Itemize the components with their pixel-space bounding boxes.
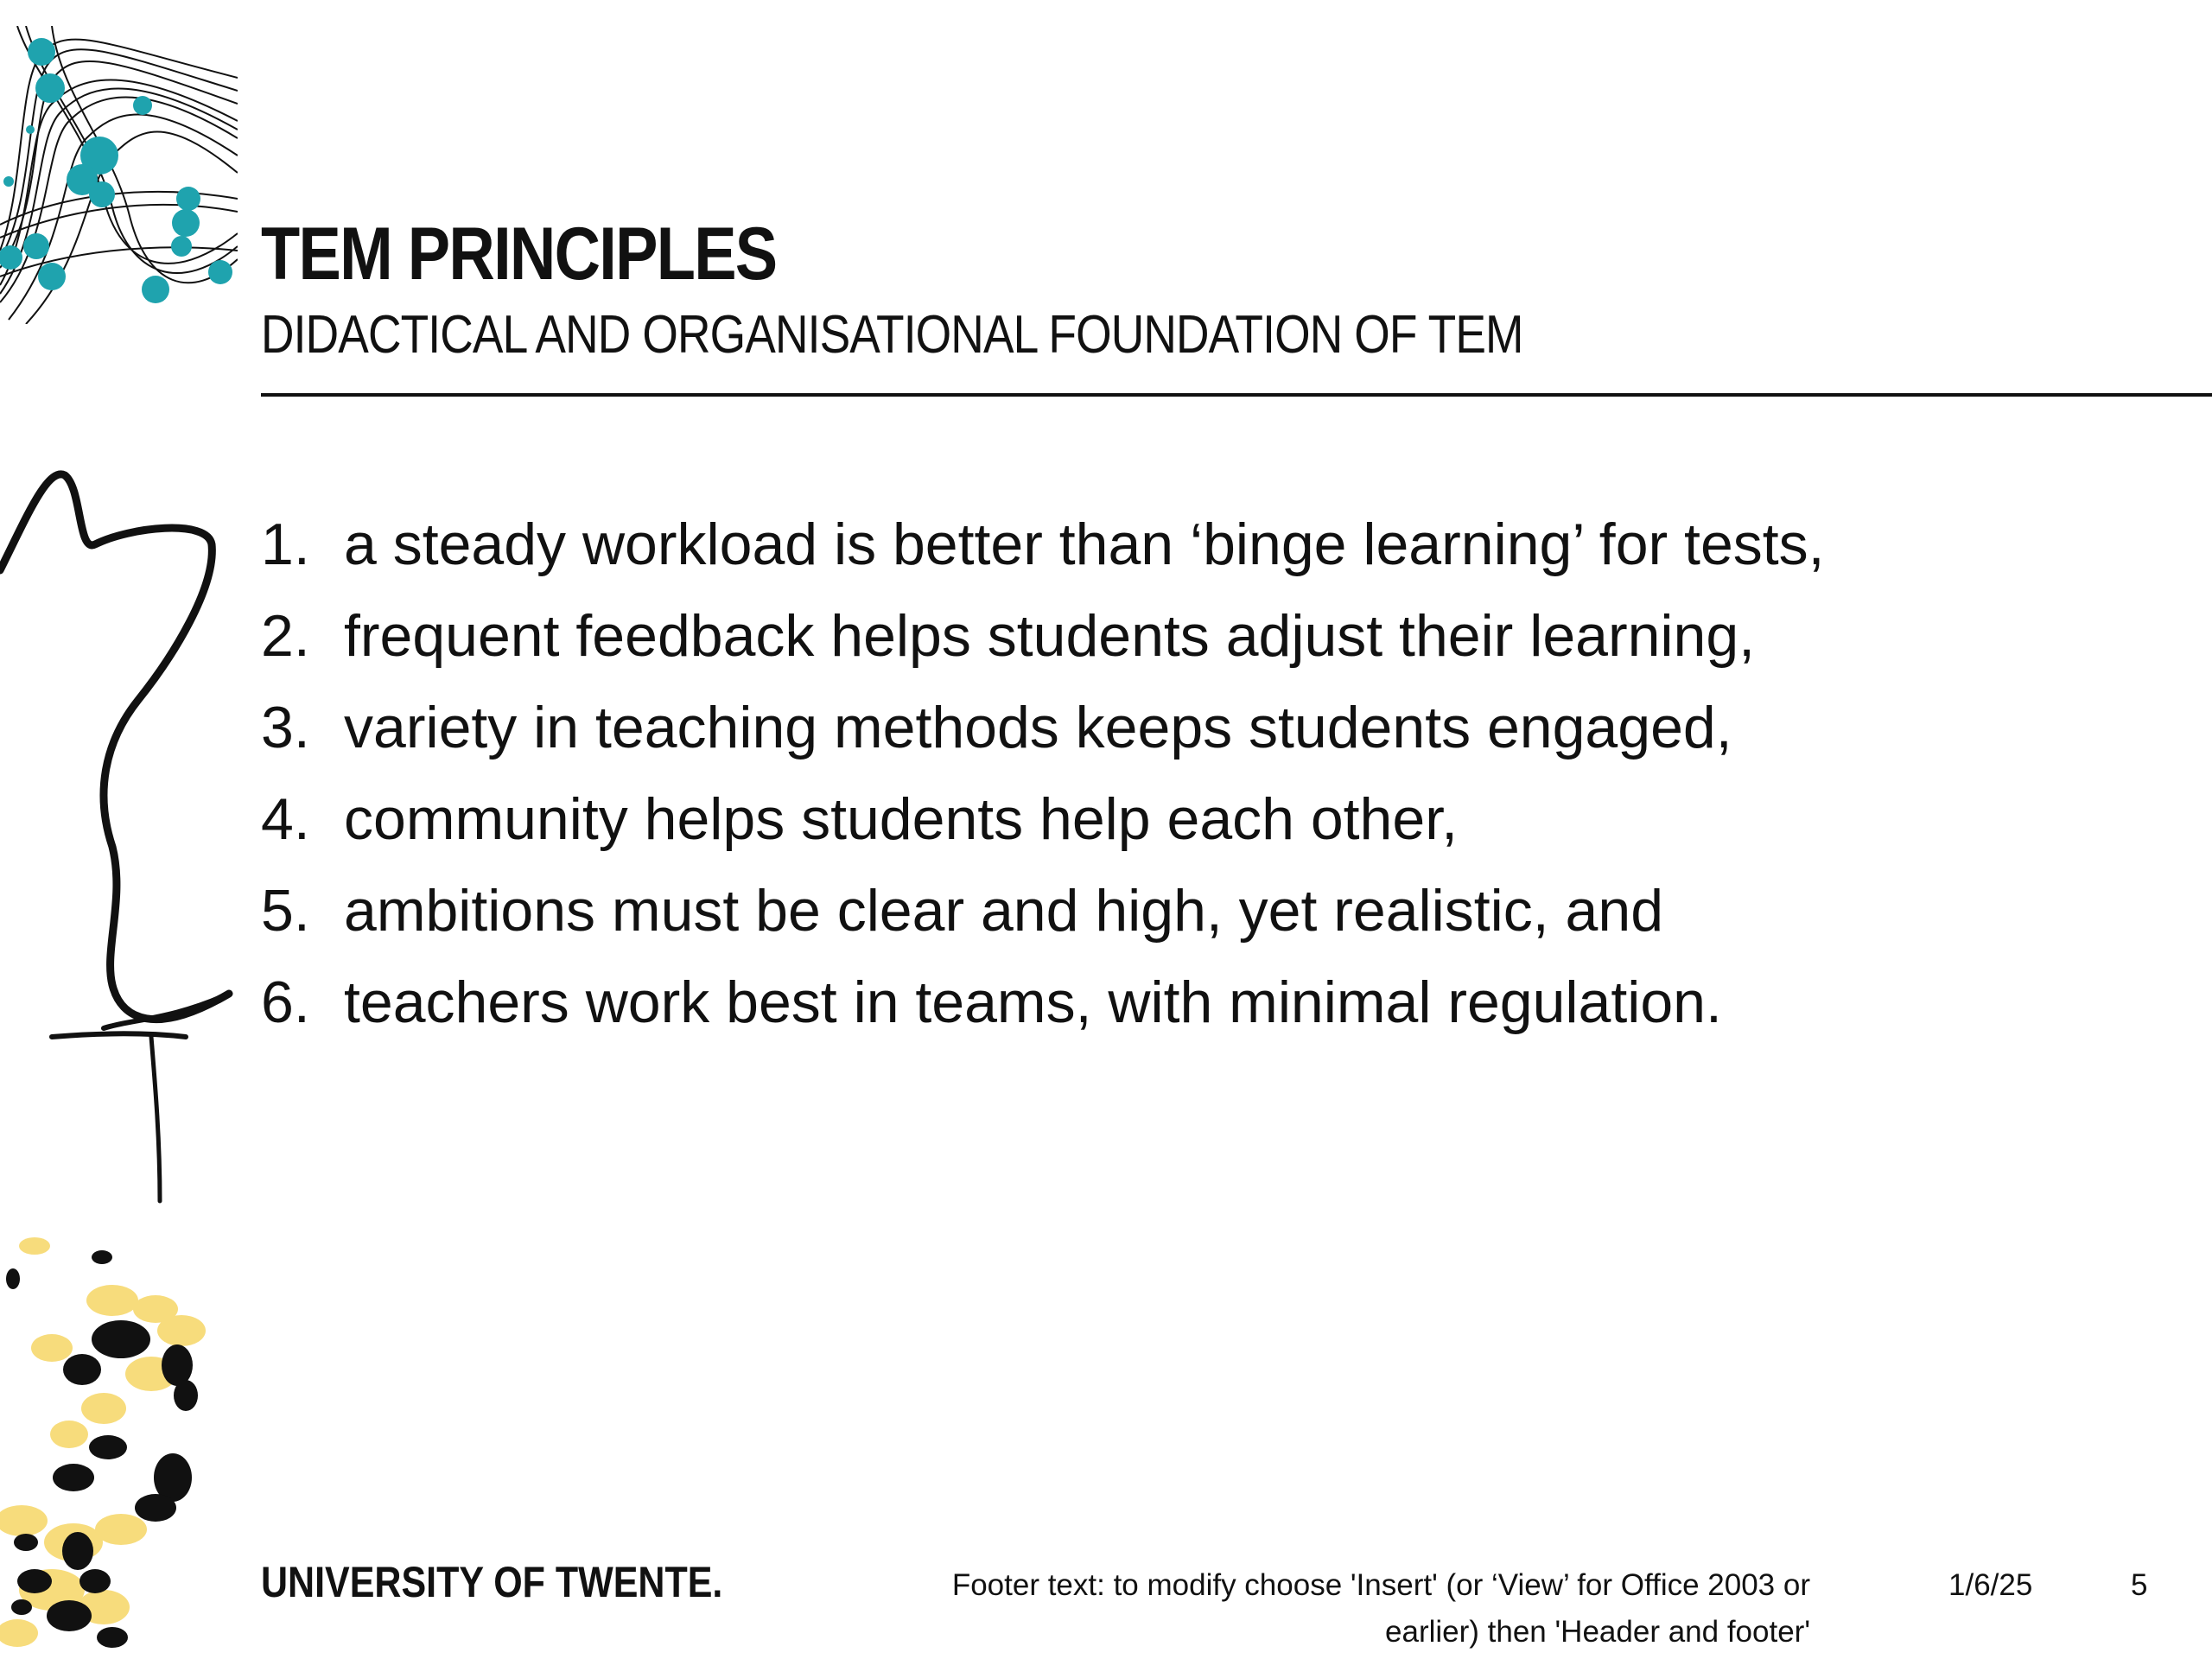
list-item (261, 876, 1825, 968)
list-item (261, 968, 1825, 1059)
list-item (261, 510, 1825, 601)
list-item-text: variety in teaching methods keeps students engaged, (344, 695, 1732, 760)
list-item-number: 6. (261, 969, 310, 1035)
list-item (261, 785, 1825, 876)
decorative-yellow-black-blobs-graphic (0, 1210, 233, 1659)
header-divider (261, 393, 2212, 397)
list-item (261, 601, 1825, 693)
list-item-text: ambitions must be clear and high, yet realistic, and (344, 878, 1664, 944)
slide-title: TEM PRINCIPLES (261, 213, 777, 296)
list-item-text: teachers work best in teams, with minimal regulation. (344, 969, 1722, 1035)
list-item-number: 3. (261, 695, 310, 760)
list-item (261, 693, 1825, 785)
university-logo-text: UNIVERSITY OF TWENTE. (261, 1558, 723, 1606)
list-item-text: community helps students help each other, (344, 786, 1458, 852)
page-number: 5 (2131, 1568, 2148, 1602)
footer-text-line-2: earlier) then 'Header and footer' (1385, 1615, 1810, 1649)
footer-text-line-1: Footer text: to modify choose 'Insert' (or ‘View’ for Office 2003 or (951, 1568, 1810, 1602)
list-item-number: 1. (261, 512, 310, 577)
principles-list (261, 510, 1825, 1059)
decorative-lines-teal-dots-graphic (0, 26, 238, 324)
footer-date: 1/6/25 (1948, 1568, 2033, 1602)
list-item-text: frequent feedback helps students adjust their learning, (344, 603, 1756, 669)
slide-subtitle: DIDACTICAL AND ORGANISATIONAL FOUNDATION OF TEM (261, 305, 1523, 365)
list-item-number: 2. (261, 603, 310, 669)
footer-text (916, 1562, 1810, 1656)
decorative-brush-stroke-graphic (0, 467, 242, 1210)
list-item-text: a steady workload is better than ‘binge learning’ for tests, (344, 512, 1825, 577)
list-item-number: 5. (261, 878, 310, 944)
list-item-number: 4. (261, 786, 310, 852)
